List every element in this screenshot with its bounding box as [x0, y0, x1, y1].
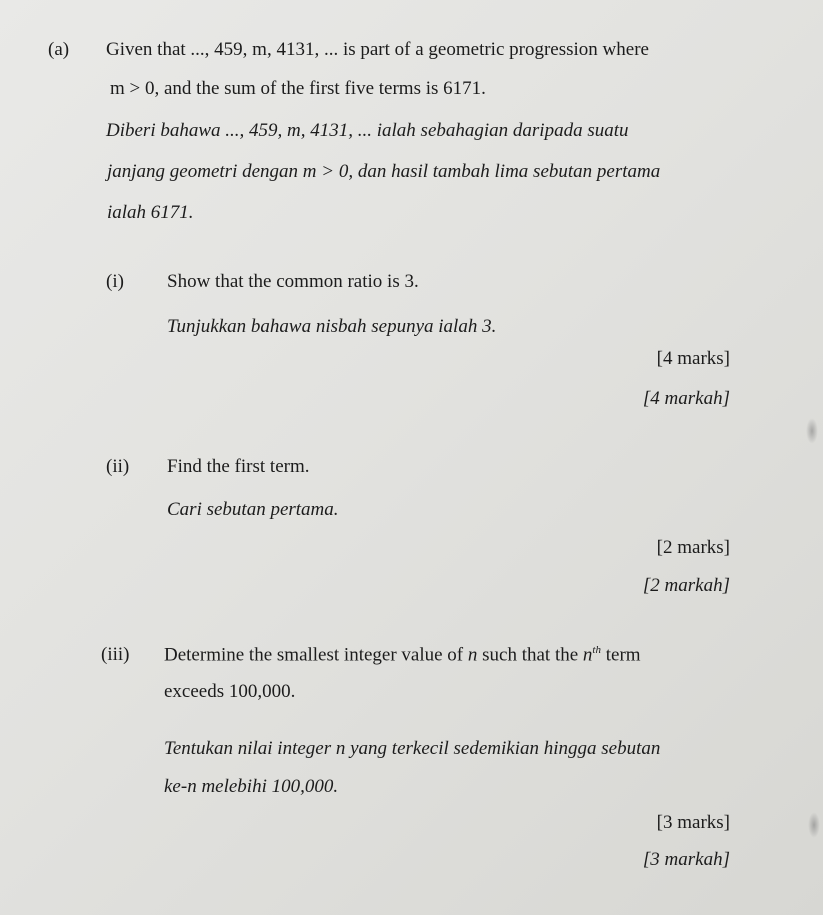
part-iii-nth-n: n	[582, 644, 593, 666]
part-a-english-line2: m > 0, and the sum of the first five terms is 6171.	[110, 78, 486, 99]
part-a-label: (a)	[48, 39, 70, 60]
part-iii-marks-malay: [3 markah]	[642, 849, 730, 870]
part-i-malay: Tunjukkan bahawa nisbah sepunya ialah 3.	[167, 316, 497, 337]
part-a-malay-line2: janjang geometri dengan m > 0, dan hasil tambah lima sebutan pertama	[107, 161, 661, 182]
part-a-english-line1: Given that ..., 459, m, 4131, ... is part of a geometric progression where	[106, 39, 649, 60]
part-iii-label: (iii)	[101, 644, 130, 665]
part-iii-text-post: term	[600, 644, 641, 666]
binder-hole-shadow	[808, 812, 820, 838]
part-i-marks-english: [4 marks]	[656, 348, 730, 369]
part-ii-marks-english: [2 marks]	[656, 537, 730, 558]
part-iii-malay-line2: ke-n melebihi 100,000.	[164, 776, 339, 797]
part-iii-english-line1	[164, 645, 641, 664]
part-iii-english-line2: exceeds 100,000.	[164, 681, 296, 702]
part-a-malay-line3: ialah 6171.	[107, 202, 194, 223]
part-ii-label: (ii)	[106, 456, 130, 477]
part-a-malay-line1: Diberi bahawa ..., 459, m, 4131, ... ialah sebahagian daripada suatu	[106, 120, 629, 141]
part-i-label: (i)	[106, 271, 124, 292]
part-iii-marks-english: [3 marks]	[656, 812, 730, 833]
part-iii-text-mid: such that the	[477, 644, 583, 666]
part-iii-nth-superscript: th	[592, 644, 601, 656]
part-i-marks-malay: [4 markah]	[642, 388, 730, 409]
part-i-english: Show that the common ratio is 3.	[167, 271, 419, 292]
part-ii-marks-malay: [2 markah]	[642, 575, 730, 596]
part-iii-text-pre: Determine the smallest integer value of	[164, 644, 468, 666]
part-ii-malay: Cari sebutan pertama.	[167, 499, 339, 520]
part-iii-malay-line1: Tentukan nilai integer n yang terkecil sedemikian hingga sebutan	[164, 738, 661, 759]
binder-hole-shadow	[806, 418, 818, 444]
part-ii-english: Find the first term.	[167, 456, 310, 477]
part-iii-n-variable: n	[467, 644, 478, 666]
